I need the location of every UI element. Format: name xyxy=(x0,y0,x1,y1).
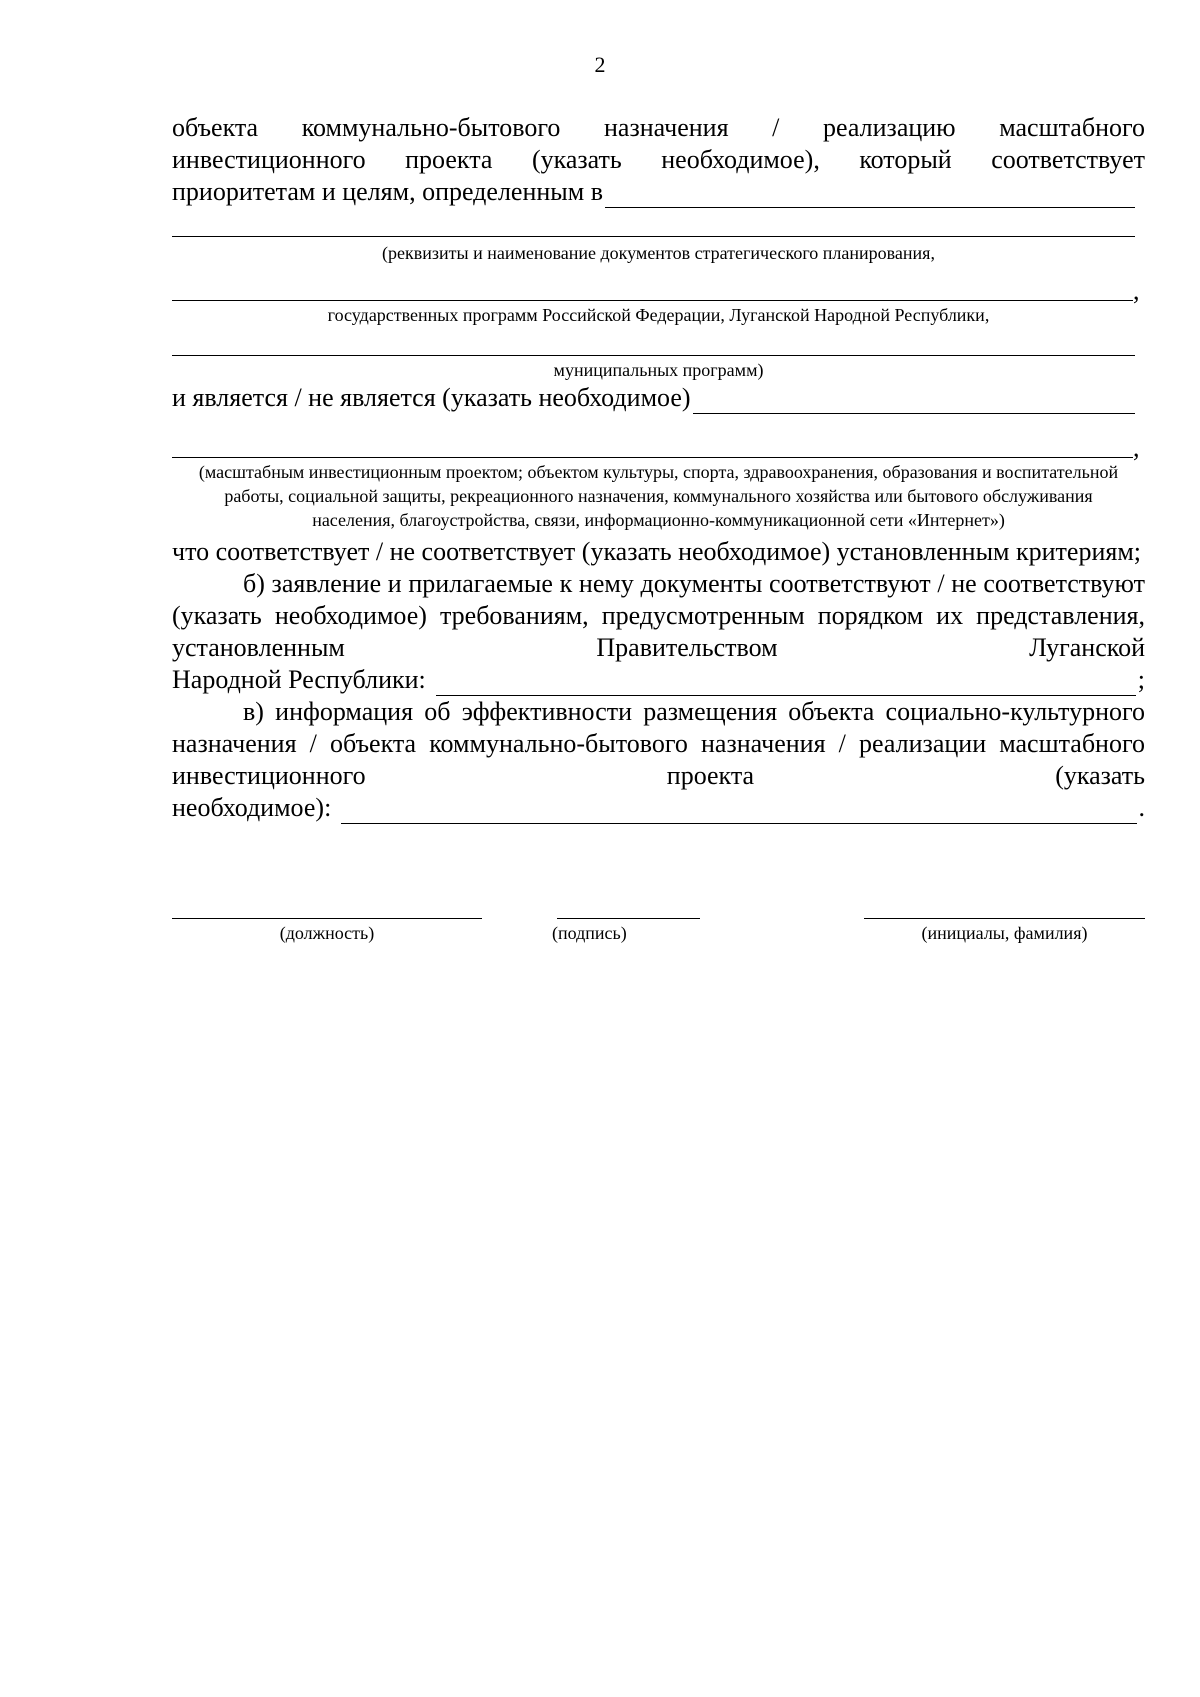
position-line xyxy=(172,918,482,919)
is-fill-line xyxy=(172,382,1145,414)
republic-fill-line xyxy=(172,664,1145,696)
name-label: (инициалы, фамилия) xyxy=(921,923,1088,943)
position-label: (должность) xyxy=(279,923,375,943)
category-rule xyxy=(172,457,1133,458)
republic-blank xyxy=(436,669,1136,696)
necessary-period: . xyxy=(1138,793,1145,822)
necessary-label: необходимое): xyxy=(172,793,332,822)
republic-semicolon: ; xyxy=(1137,665,1145,694)
caption-state-programs: государственных программ Российской Федерации, Луганской Народной Республики, xyxy=(327,305,990,325)
signature-block xyxy=(172,918,1145,978)
state-programs-rule xyxy=(172,300,1133,301)
is-label: и является / не является (указать необходимое) xyxy=(172,383,691,412)
priorities-label: приоритетам и целям, определенным в xyxy=(172,177,603,206)
paragraph-b: б) заявление и прилагаемые к нему документы соответствуют / не соответствуют (указать необходимое) требованиям, предусмотренным порядком их представления, установленным Правительством Луганской xyxy=(172,569,1145,662)
document-body xyxy=(172,112,1145,824)
signature-name xyxy=(864,918,1145,944)
caption-strategic-docs: (реквизиты и наименование документов стратегического планирования, xyxy=(382,243,935,263)
state-programs-rule-row xyxy=(172,276,1145,305)
necessary-fill-line xyxy=(172,792,1145,824)
priorities-fill-line xyxy=(172,176,1145,208)
priorities-blank xyxy=(605,181,1135,208)
paragraph-v: в) информация об эффективности размещения объекта социально-культурного назначения / объекта коммунально-бытового назначения / реализации масштабного инвестиционного проекта (указать xyxy=(172,697,1145,790)
signature-sign xyxy=(552,918,700,944)
category-rule-row xyxy=(172,433,1145,462)
category-comma: , xyxy=(1133,433,1140,462)
paragraph-object-purpose: объекта коммунально-бытового назначения / реализацию масштабного инвестиционного проекта (указать необходимое), который соответствует xyxy=(172,113,1145,174)
sign-line xyxy=(557,918,700,919)
is-blank xyxy=(693,387,1135,414)
signature-position xyxy=(172,918,482,944)
caption-municipal-programs: муниципальных программ) xyxy=(553,360,764,380)
strategic-docs-rule xyxy=(172,236,1135,237)
republic-label: Народной Республики: xyxy=(172,665,426,694)
caption-category: (масштабным инвестиционным проектом; объектом культуры, спорта, здравоохранения, образования и воспитательной работы, социальной защиты, рекреационного назначения, коммунального хозяйства или бытового обслуживания населения, благоустройства, связи, информационно-коммуникационной сети «Интернет») xyxy=(198,462,1119,530)
state-programs-comma: , xyxy=(1133,276,1140,305)
paragraph-criteria: что соответствует / не соответствует (указать необходимое) установленным критериям; xyxy=(172,537,1142,566)
sign-label: (подпись) xyxy=(552,923,627,943)
municipal-programs-rule xyxy=(172,355,1135,356)
page-number: 2 xyxy=(594,52,606,77)
necessary-blank xyxy=(341,797,1136,824)
name-line xyxy=(864,918,1145,919)
